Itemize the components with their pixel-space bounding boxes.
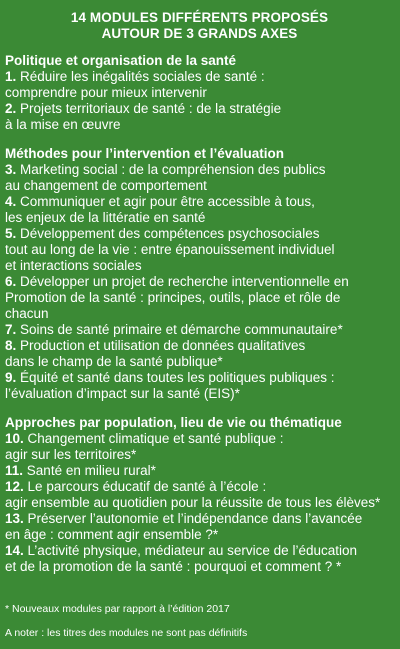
module-text: Développement des compétences psychosociales bbox=[20, 226, 320, 241]
module-line bbox=[5, 178, 394, 194]
module-line bbox=[5, 479, 394, 495]
module-text: et interactions sociales bbox=[5, 258, 142, 273]
module-line bbox=[5, 338, 394, 354]
module-item bbox=[5, 463, 394, 479]
module-text: Santé en milieu rural* bbox=[26, 463, 156, 478]
module-text: Équité et santé dans toutes les politiques publiques : bbox=[20, 370, 335, 385]
module-line bbox=[5, 258, 394, 274]
module-number: 4. bbox=[5, 194, 17, 209]
module-line bbox=[5, 527, 394, 543]
module-item bbox=[5, 322, 394, 338]
module-number: 13. bbox=[5, 511, 24, 526]
module-line bbox=[5, 370, 394, 386]
module-line bbox=[5, 162, 394, 178]
module-item bbox=[5, 543, 394, 575]
module-number: 1. bbox=[5, 69, 17, 84]
page-title-line-2: AUTOUR DE 3 GRANDS AXES bbox=[101, 26, 298, 41]
module-text: Le parcours éducatif de santé à l’école : bbox=[27, 479, 267, 494]
module-text: Changement climatique et santé publique : bbox=[27, 431, 284, 446]
module-number: 7. bbox=[5, 322, 17, 337]
module-line bbox=[5, 242, 394, 258]
module-text: Promotion de la santé : principes, outils, place et rôle de bbox=[5, 290, 341, 305]
module-line bbox=[5, 386, 394, 402]
module-line bbox=[5, 290, 394, 306]
section-3 bbox=[5, 415, 394, 575]
module-item bbox=[5, 69, 394, 101]
module-item bbox=[5, 101, 394, 133]
module-number: 2. bbox=[5, 101, 17, 116]
module-text: Production et utilisation de données qualitatives bbox=[20, 338, 306, 353]
module-item bbox=[5, 162, 394, 194]
module-item bbox=[5, 194, 394, 226]
module-text: et de la promotion de la santé : pourquoi et comment ? * bbox=[5, 559, 342, 574]
module-line bbox=[5, 543, 394, 559]
module-number: 11. bbox=[5, 463, 24, 478]
module-text: agir ensemble au quotidien pour la réussite de tous les élèves* bbox=[5, 495, 381, 510]
footnote-new-modules: * Nouveaux modules par rapport à l’édition 2017 bbox=[5, 603, 230, 615]
module-line bbox=[5, 117, 394, 133]
module-text: chacun bbox=[5, 306, 49, 321]
module-text: au changement de comportement bbox=[5, 178, 207, 193]
module-line bbox=[5, 306, 394, 322]
module-text: Préserver l’autonomie et l’indépendance dans l’avancée bbox=[27, 511, 363, 526]
module-line bbox=[5, 69, 394, 85]
module-line bbox=[5, 85, 394, 101]
module-number: 3. bbox=[5, 162, 17, 177]
module-line bbox=[5, 495, 394, 511]
module-text: Développer un projet de recherche interventionnelle en bbox=[20, 274, 349, 289]
section-heading: Politique et organisation de la santé bbox=[5, 53, 237, 68]
module-line bbox=[5, 463, 394, 479]
section-heading: Approches par population, lieu de vie ou thématique bbox=[5, 415, 342, 430]
module-item bbox=[5, 338, 394, 370]
module-item bbox=[5, 274, 394, 322]
module-line bbox=[5, 194, 394, 210]
module-text: en âge : comment agir ensemble ?* bbox=[5, 527, 219, 542]
module-line bbox=[5, 210, 394, 226]
module-text: Réduire les inégalités sociales de santé : bbox=[20, 69, 265, 84]
module-item bbox=[5, 370, 394, 402]
module-line bbox=[5, 511, 394, 527]
module-line bbox=[5, 559, 394, 575]
sections-container bbox=[5, 53, 394, 575]
module-line bbox=[5, 354, 394, 370]
module-number: 6. bbox=[5, 274, 17, 289]
module-text: l’évaluation d’impact sur la santé (EIS)* bbox=[5, 386, 240, 401]
module-number: 8. bbox=[5, 338, 17, 353]
module-number: 14. bbox=[5, 543, 24, 558]
module-text: les enjeux de la littératie en santé bbox=[5, 210, 206, 225]
module-text: comprendre pour mieux intervenir bbox=[5, 85, 207, 100]
module-text: dans le champ de la santé publique* bbox=[5, 354, 223, 369]
module-line bbox=[5, 101, 394, 117]
module-text: Projets territoriaux de santé : de la stratégie bbox=[20, 101, 282, 116]
module-text: Marketing social : de la compréhension des publics bbox=[20, 162, 326, 177]
module-line bbox=[5, 447, 394, 463]
section-2 bbox=[5, 146, 394, 402]
footnote-disclaimer: A noter : les titres des modules ne sont pas définitifs bbox=[5, 627, 248, 639]
module-line bbox=[5, 322, 394, 338]
module-line bbox=[5, 431, 394, 447]
module-number: 10. bbox=[5, 431, 24, 446]
module-text: agir sur les territoires* bbox=[5, 447, 137, 462]
section-1 bbox=[5, 53, 394, 133]
module-item bbox=[5, 479, 394, 511]
module-number: 5. bbox=[5, 226, 17, 241]
module-number: 12. bbox=[5, 479, 24, 494]
module-text: Communiquer et agir pour être accessible à tous, bbox=[20, 194, 315, 209]
section-heading: Méthodes pour l’intervention et l’évaluation bbox=[5, 146, 285, 161]
module-line bbox=[5, 226, 394, 242]
module-number: 9. bbox=[5, 370, 17, 385]
module-text: tout au long de la vie : entre épanouissement individuel bbox=[5, 242, 335, 257]
module-item bbox=[5, 511, 394, 543]
module-item bbox=[5, 226, 394, 274]
module-text: Soins de santé primaire et démarche communautaire* bbox=[20, 322, 343, 337]
module-item bbox=[5, 431, 394, 463]
page-title bbox=[5, 10, 394, 42]
module-text: à la mise en œuvre bbox=[5, 117, 121, 132]
page-title-line-1: 14 MODULES DIFFÉRENTS PROPOSÉS bbox=[70, 10, 329, 25]
module-text: L’activité physique, médiateur au service de l’éducation bbox=[27, 543, 357, 558]
module-line bbox=[5, 274, 394, 290]
